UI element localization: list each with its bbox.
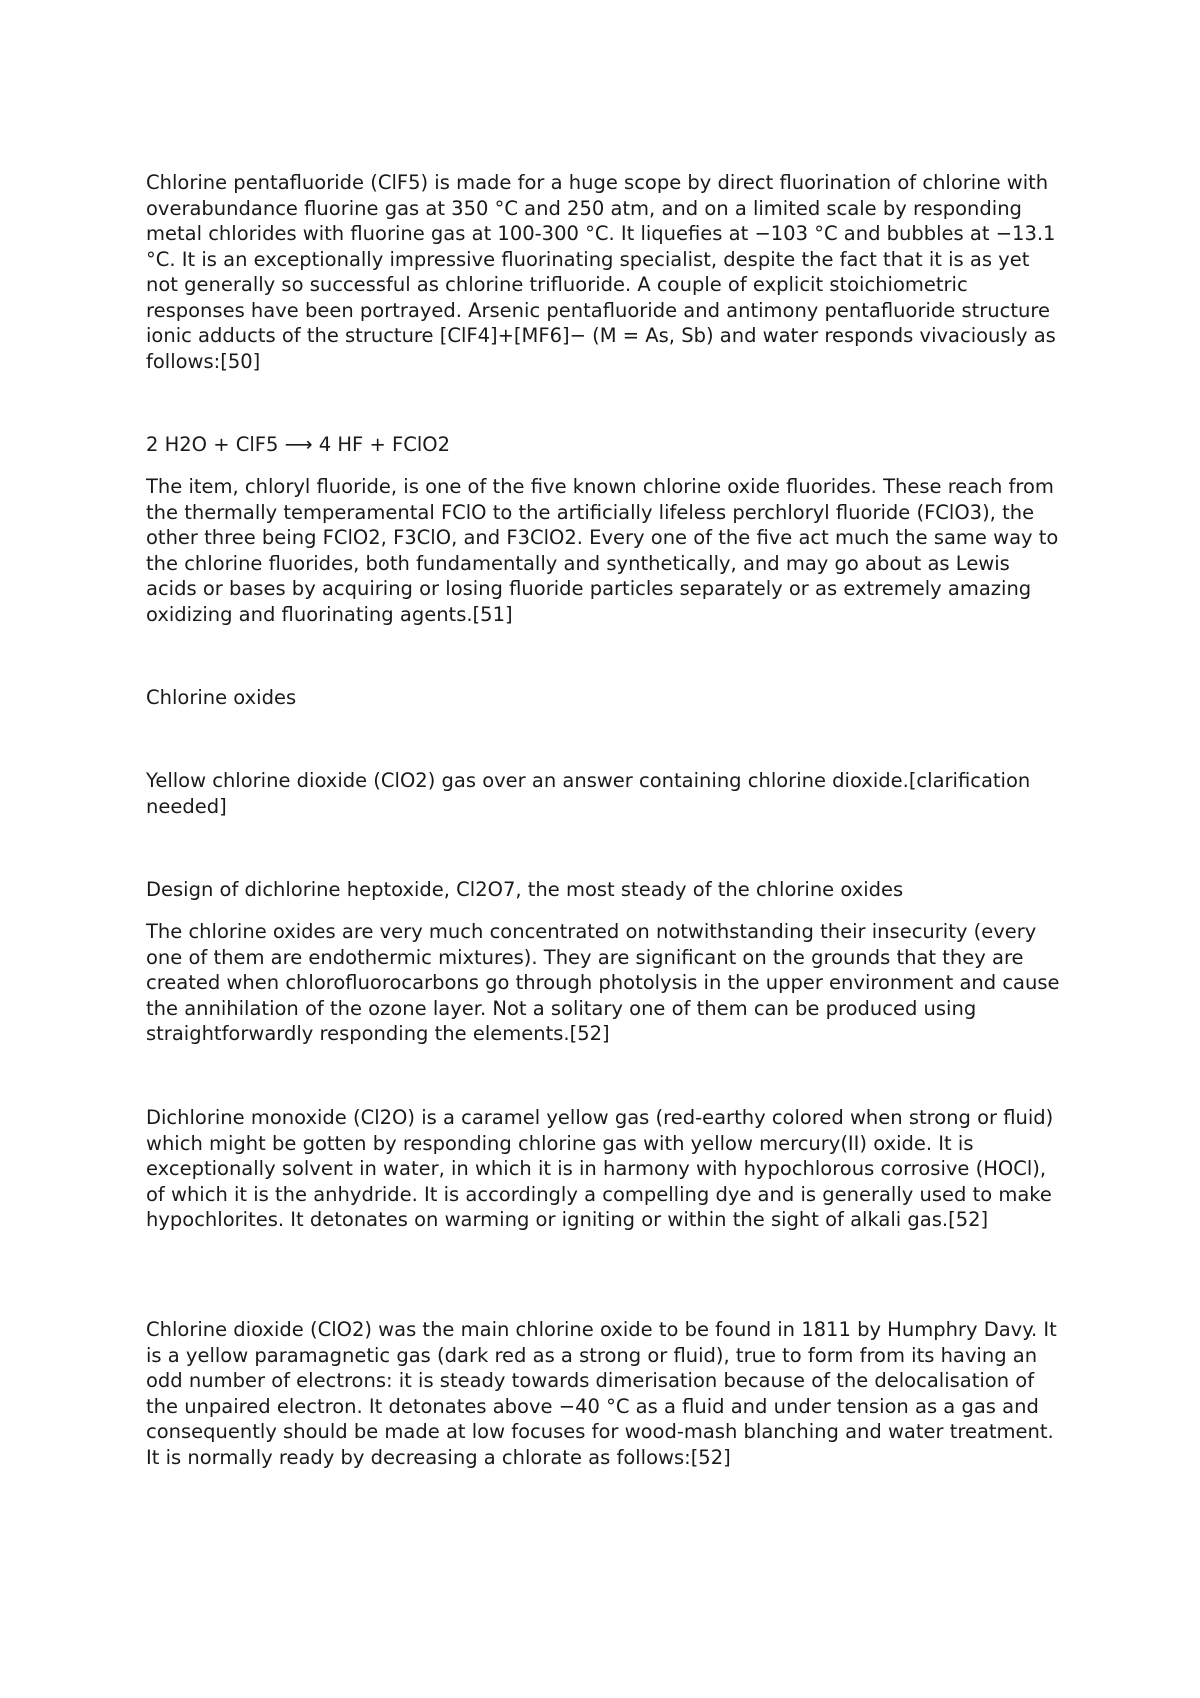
paragraph-chloryl-fluoride: The item, chloryl fluoride, is one of the five known chlorine oxide fluorides. These reach from the thermally temperamental FClO to the artificially lifeless perchloryl fluoride (FClO3), the other three being FClO2, F3ClO, and F3ClO2. Every one of the five act much the same way to the chlorine fluorides, both fundamentally and synthetically, and may go about as Lewis acids or bases by acquiring or losing fluoride particles separately or as extremely amazing oxidizing and fluorinating agents.[51] (146, 475, 1059, 626)
heading-chlorine-oxides: Chlorine oxides (146, 686, 297, 709)
caption-chlorine-dioxide: Yellow chlorine dioxide (ClO2) gas over an answer containing chlorine dioxide.[clarification needed] (146, 769, 1031, 818)
paragraph-dichlorine-monoxide: Dichlorine monoxide (Cl2O) is a caramel yellow gas (red-earthy colored when strong or fluid) which might be gotten by responding chlorine gas with yellow mercury(II) oxide. It is exceptionally solvent in water, in which it is in harmony with hypochlorous corrosive (HOCl), of which it is the anhydride. It is accordingly a compelling dye and is generally used to make hypochlorites. It detonates on warming or igniting or within the sight of alkali gas.[52] (146, 1106, 1054, 1231)
caption-dichlorine-heptoxide: Design of dichlorine heptoxide, Cl2O7, the most steady of the chlorine oxides (146, 878, 904, 901)
equation-hydrolysis: 2 H2O + ClF5 ⟶ 4 HF + FClO2 (146, 433, 450, 456)
paragraph-chlorine-dioxide: Chlorine dioxide (ClO2) was the main chlorine oxide to be found in 1811 by Humphry Davy. It is a yellow paramagnetic gas (dark red as a strong or fluid), true to form from its having an odd number of electrons: it is steady towards dimerisation because of the delocalisation of the unpaired electron. It detonates above −40 °C as a fluid and under tension as a gas and consequently should be made at low focuses for wood-mash blanching and water treatment. It is normally ready by decreasing a chlorate as follows:[52] (146, 1318, 1057, 1469)
paragraph-chlorine-pentafluoride: Chlorine pentafluoride (ClF5) is made for a huge scope by direct fluorination of chlorine with overabundance fluorine gas at 350 °C and 250 atm, and on a limited scale by responding metal chlorides with fluorine gas at 100-300 °C. It liquefies at −103 °C and bubbles at −13.1 °C. It is an exceptionally impressive fluorinating specialist, despite the fact that it is as yet not generally so successful as chlorine trifluoride. A couple of explicit stoichiometric responses have been portrayed. Arsenic pentafluoride and antimony pentafluoride structure ionic adducts of the structure [ClF4]+[MF6]− (M = As, Sb) and water responds vivaciously as follows:[50] (146, 171, 1056, 373)
paragraph-chlorine-oxides: The chlorine oxides are very much concentrated on notwithstanding their insecurity (every one of them are endothermic mixtures). They are significant on the grounds that they are created when chlorofluorocarbons go through photolysis in the upper environment and cause the annihilation of the ozone layer. Not a solitary one of them can be produced using straightforwardly responding the elements.[52] (146, 920, 1060, 1045)
